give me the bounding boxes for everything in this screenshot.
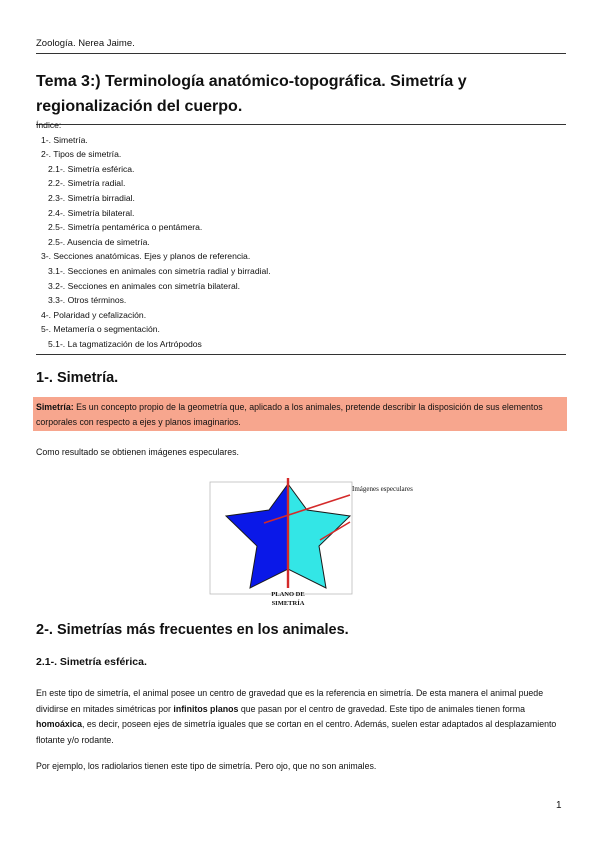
page-header: Zoología. Nerea Jaime. (36, 38, 566, 54)
toc-item: 2.2-. Simetría radial. (48, 178, 126, 189)
figure-label-images: Imágenes especulares (352, 485, 413, 493)
page-number: 1 (556, 800, 562, 811)
star-left-half (226, 484, 288, 588)
p1-part-e: , es decir, poseen ejes de simetría iguales que se cortan en el centro. Además, suelen estar adaptados al desplazamiento flotante y/o rodante. (36, 719, 557, 745)
toc-item: 5.1-. La tagmatización de los Artrópodos (48, 338, 202, 349)
toc-label: Índice: (36, 120, 62, 130)
section-heading-simetrias-frecuentes: 2-. Simetrías más frecuentes en los animales. (36, 622, 349, 638)
figure-label-plane-1: PLANO DE (271, 591, 305, 598)
toc-item: 1-. Simetría. (41, 134, 88, 145)
toc-list (36, 133, 566, 352)
toc-item: 3-. Secciones anatómicas. Ejes y planos de referencia. (41, 251, 251, 262)
toc-item: 3.1-. Secciones en animales con simetría radial y birradial. (48, 265, 271, 276)
result-paragraph: Como resultado se obtienen imágenes especulares. (36, 447, 239, 457)
toc-item: 5-. Metamería o segmentación. (41, 324, 160, 335)
p1-part-a: En este tipo de simetría, el animal posee un centro de gravedad que es la referencia en simetría. De esta manera el animal puede dividirse en mitades simétricas por (36, 688, 544, 714)
section-heading-simetria: 1-. Simetría. (36, 370, 119, 386)
toc-item: 3.2-. Secciones en animales con simetría bilateral. (48, 280, 241, 291)
toc-item: 4-. Polaridad y cefalización. (41, 309, 147, 320)
star-right-half (288, 484, 350, 588)
paragraph-radiolarios: Por ejemplo, los radiolarios tienen este tipo de simetría. Pero ojo, que no son animales. (36, 761, 377, 771)
subsection-heading-esferica: 2.1-. Simetría esférica. (36, 656, 147, 668)
figure-label-plane-2: SIMETRÍA (271, 600, 305, 607)
table-of-contents (36, 118, 566, 355)
p1-bold-infinitos-planos: infinitos planos (173, 703, 239, 714)
paragraph-esferica (36, 686, 566, 748)
p1-part-c: que pasan por el centro de gravedad. Este tipo de animales tienen forma (238, 703, 525, 714)
toc-item: 2.1-. Simetría esférica. (48, 163, 135, 174)
definition-text: Es un concepto propio de la geometría que, aplicado a los animales, pretende describir la disposición de sus elementos corporales con respecto a ejes y planos imaginarios. (36, 402, 543, 427)
toc-item: 2.5-. Simetría pentamérica o pentámera. (48, 222, 203, 233)
definition-box (33, 397, 567, 431)
toc-item: 2.5-. Ausencia de simetría. (48, 236, 150, 247)
symmetry-figure (200, 476, 440, 612)
toc-item: 3.3-. Otros términos. (48, 295, 127, 306)
definition-term: Simetría: (36, 402, 74, 412)
page-title: Tema 3:) Terminología anatómico-topográfica. Simetría y regionalización del cuerpo. (36, 69, 566, 125)
toc-item: 2-. Tipos de simetría. (41, 149, 122, 160)
toc-item: 2.3-. Simetría birradial. (48, 192, 135, 203)
p1-bold-homoaxica: homoáxica (36, 719, 82, 729)
toc-item: 2.4-. Simetría bilateral. (48, 207, 135, 218)
